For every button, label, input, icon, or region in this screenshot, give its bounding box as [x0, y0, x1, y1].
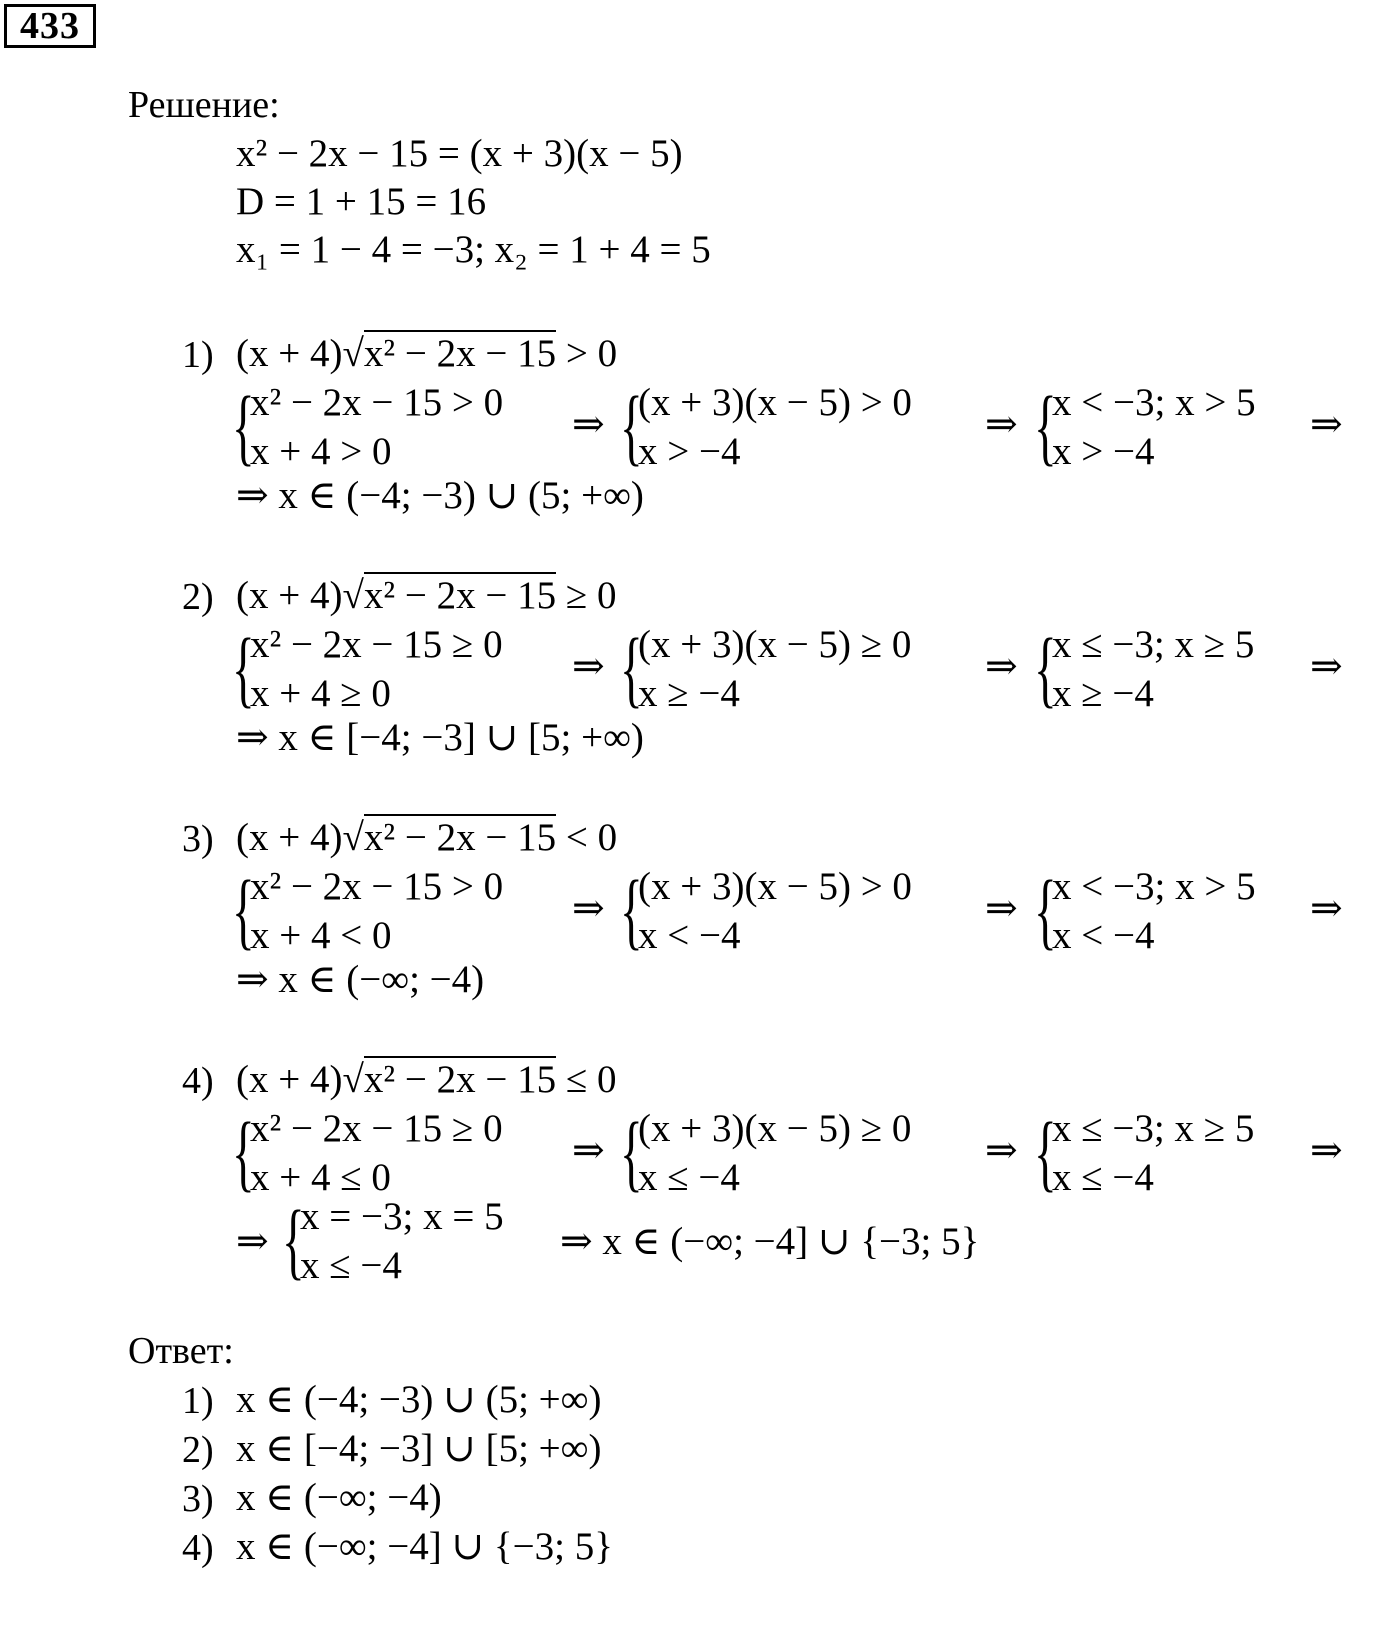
system-3-line-2: x ≥ −4: [1052, 672, 1154, 715]
inequality: [236, 334, 617, 373]
system-3-line-1: x < −3; x > 5: [1052, 381, 1256, 424]
implies-arrow: ⇒: [1310, 403, 1343, 446]
implies-arrow: ⇒: [1310, 1129, 1343, 1172]
system-1-line-1: x² − 2x − 15 ≥ 0: [250, 623, 503, 666]
system-1-line-2: x + 4 ≥ 0: [250, 672, 391, 715]
radical-sign: √: [342, 816, 364, 859]
relation: < 0: [565, 816, 618, 859]
relation: ≥ 0: [565, 574, 617, 617]
result: ⇒ x ∈ (−∞; −4): [236, 958, 485, 1001]
radical-sign: √: [342, 1058, 364, 1101]
implies-arrow: ⇒: [985, 1129, 1018, 1172]
prelim-factorization: x² − 2x − 15 = (x + 3)(x − 5): [236, 132, 683, 175]
answer-label: 2): [182, 1429, 214, 1471]
system-brace: {: [232, 862, 255, 958]
part-label: 3): [182, 818, 214, 860]
system-brace: {: [1034, 620, 1057, 716]
system-3-line-1: x < −3; x > 5: [1052, 865, 1256, 908]
system-3-line-1: x ≤ −3; x ≥ 5: [1052, 1107, 1255, 1150]
radicand: x² − 2x − 15: [363, 1058, 557, 1101]
implies-arrow: ⇒: [985, 403, 1018, 446]
system-2-line-2: x ≥ −4: [638, 672, 740, 715]
implies-arrow: ⇒: [572, 403, 605, 446]
part-label: 2): [182, 576, 214, 618]
answer-label: 4): [182, 1527, 214, 1569]
system-1-line-1: x² − 2x − 15 > 0: [250, 865, 504, 908]
system-brace: {: [1034, 1104, 1057, 1200]
system-brace: {: [1034, 862, 1057, 958]
inequality: [236, 818, 617, 857]
radical-sign: √: [342, 574, 364, 617]
implies-arrow: ⇒: [572, 645, 605, 688]
system-2-line-2: x > −4: [638, 430, 741, 473]
factor: (x + 4): [236, 816, 343, 859]
system-brace: {: [1034, 378, 1057, 474]
system-2-line-2: x ≤ −4: [638, 1156, 740, 1199]
system-1-line-2: x + 4 < 0: [250, 914, 392, 957]
part-label: 1): [182, 334, 214, 376]
system-brace: {: [620, 378, 643, 474]
implies-arrow: ⇒: [572, 887, 605, 930]
prelim-roots: x₁ = 1 − 4 = −3; x₂ = 1 + 4 = 5: [236, 228, 711, 271]
system-brace: {: [620, 620, 643, 716]
factor: (x + 4): [236, 332, 343, 375]
answer-heading: Ответ:: [128, 1330, 234, 1372]
system-brace: {: [232, 378, 255, 474]
system-3-line-2: x < −4: [1052, 914, 1155, 957]
system-2-line-1: (x + 3)(x − 5) ≥ 0: [638, 1107, 912, 1150]
implies-arrow: ⇒: [572, 1129, 605, 1172]
result: ⇒ x ∈ (−∞; −4] ∪ {−3; 5}: [560, 1220, 980, 1263]
system-4-line-1: x = −3; x = 5: [300, 1195, 504, 1238]
relation: > 0: [565, 332, 618, 375]
answer-label: 1): [182, 1380, 214, 1422]
system-3-line-2: x ≤ −4: [1052, 1156, 1154, 1199]
implies-arrow: ⇒: [1310, 645, 1343, 688]
system-2-line-1: (x + 3)(x − 5) > 0: [638, 865, 912, 908]
result: ⇒ x ∈ [−4; −3] ∪ [5; +∞): [236, 716, 644, 759]
solution-heading: Решение:: [128, 84, 280, 126]
answer-item: x ∈ (−4; −3) ∪ (5; +∞): [236, 1378, 602, 1421]
system-3-line-2: x > −4: [1052, 430, 1155, 473]
factor: (x + 4): [236, 1058, 343, 1101]
radicand: x² − 2x − 15: [363, 332, 557, 375]
system-2-line-1: (x + 3)(x − 5) ≥ 0: [638, 623, 912, 666]
implies-arrow: ⇒: [236, 1220, 269, 1263]
system-1-line-1: x² − 2x − 15 ≥ 0: [250, 1107, 503, 1150]
system-brace: {: [232, 1104, 255, 1200]
system-1-line-2: x + 4 ≤ 0: [250, 1156, 391, 1199]
system-4-line-2: x ≤ −4: [300, 1244, 402, 1287]
radicand: x² − 2x − 15: [363, 816, 557, 859]
system-brace: {: [282, 1192, 305, 1288]
implies-arrow: ⇒: [985, 887, 1018, 930]
relation: ≤ 0: [565, 1058, 617, 1101]
implies-arrow: ⇒: [1310, 887, 1343, 930]
system-brace: {: [620, 862, 643, 958]
system-2-line-1: (x + 3)(x − 5) > 0: [638, 381, 912, 424]
system-brace: {: [232, 620, 255, 716]
inequality: [236, 576, 616, 615]
answer-label: 3): [182, 1478, 214, 1520]
radicand: x² − 2x − 15: [363, 574, 557, 617]
radical-sign: √: [342, 332, 364, 375]
inequality: [236, 1060, 616, 1099]
system-1-line-2: x + 4 > 0: [250, 430, 392, 473]
answer-item: x ∈ (−∞; −4] ∪ {−3; 5}: [236, 1525, 613, 1568]
system-3-line-1: x ≤ −3; x ≥ 5: [1052, 623, 1255, 666]
implies-arrow: ⇒: [985, 645, 1018, 688]
part-label: 4): [182, 1060, 214, 1102]
answer-item: x ∈ (−∞; −4): [236, 1476, 442, 1519]
result: ⇒ x ∈ (−4; −3) ∪ (5; +∞): [236, 474, 644, 517]
system-brace: {: [620, 1104, 643, 1200]
answer-item: x ∈ [−4; −3] ∪ [5; +∞): [236, 1427, 602, 1470]
system-2-line-2: x < −4: [638, 914, 741, 957]
prelim-discriminant: D = 1 + 15 = 16: [236, 180, 487, 223]
problem-number-box: [4, 4, 96, 48]
factor: (x + 4): [236, 574, 343, 617]
problem-number: 433: [20, 5, 80, 47]
system-1-line-1: x² − 2x − 15 > 0: [250, 381, 504, 424]
